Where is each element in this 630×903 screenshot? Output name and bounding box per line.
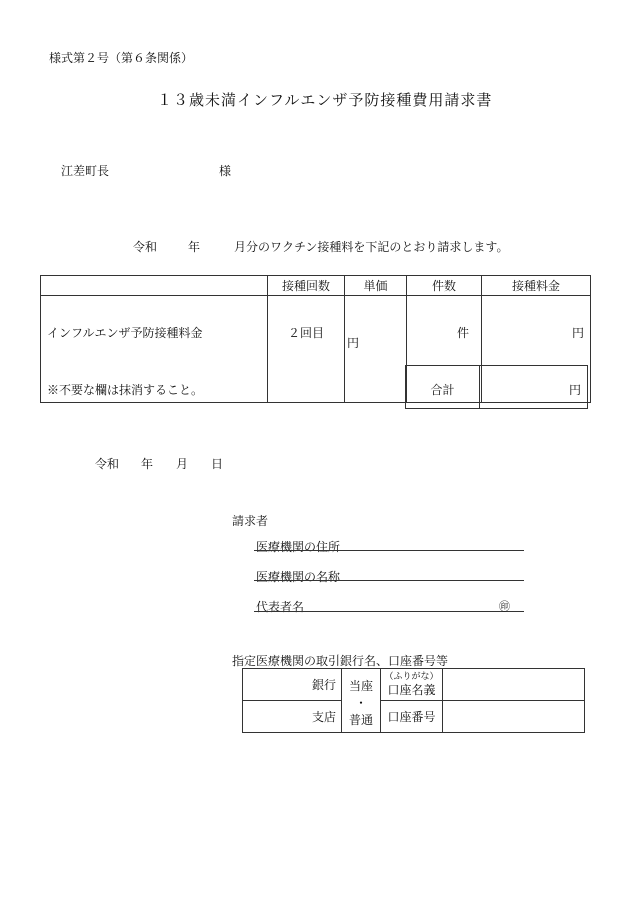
seal-mark: ㊞	[499, 600, 510, 613]
bank-row-1	[243, 669, 585, 701]
request-month-text: 月分のワクチン接種料を下記のとおり請求します。	[234, 240, 509, 254]
holder-label: 口座名義	[387, 683, 436, 697]
bank-heading: 指定医療機関の取引銀行名、口座番号等	[232, 654, 449, 668]
form-number: 様式第２号（第６条関係）	[49, 51, 194, 65]
date-month: 月	[176, 457, 189, 471]
date-year: 年	[141, 457, 154, 471]
addressee-name: 江差町長	[61, 164, 110, 178]
institution-name-field[interactable]	[254, 580, 524, 581]
total-amount-field[interactable]: 円	[480, 366, 588, 409]
total-table	[405, 365, 588, 409]
row-unit-price-field[interactable]: 円	[345, 296, 407, 403]
date-day: 日	[211, 457, 224, 471]
total-row	[406, 366, 588, 409]
header-fee: 接種料金	[482, 276, 591, 296]
row-quantity-field[interactable]: 件	[407, 296, 482, 403]
bank-table	[242, 668, 585, 733]
representative-label: 代表者名	[256, 600, 305, 614]
account-number-field[interactable]	[443, 701, 585, 733]
note-text: ※不要な欄は抹消すること。	[47, 383, 204, 397]
account-number-label: 口座番号	[381, 701, 443, 733]
representative-field[interactable]	[254, 611, 524, 612]
type-dot: ・	[354, 696, 367, 710]
date-era: 令和	[95, 457, 120, 471]
header-quantity: 件数	[407, 276, 482, 296]
row-fee-field[interactable]: 円	[482, 296, 591, 403]
claimant-heading: 請求者	[232, 514, 269, 528]
institution-name-label: 医療機関の名称	[256, 570, 341, 584]
furigana-label: （ふりがな）	[384, 672, 439, 682]
fee-table-header-row	[41, 276, 591, 296]
holder-field[interactable]	[443, 669, 585, 701]
holder-label-cell	[381, 669, 443, 701]
bank-name-field[interactable]	[243, 669, 342, 701]
bank-row-2	[243, 701, 585, 733]
header-unit-price: 単価	[345, 276, 407, 296]
type-current: 当座	[348, 679, 373, 693]
request-year: 年	[188, 240, 201, 254]
request-era: 令和	[133, 240, 158, 254]
address-field[interactable]	[254, 550, 524, 551]
type-ordinary: 普通	[348, 713, 373, 727]
page-title: １３歳未満インフルエンザ予防接種費用請求書	[157, 91, 493, 109]
branch-label: 支店	[311, 710, 336, 724]
header-blank-cell	[41, 276, 268, 296]
address-label: 医療機関の住所	[256, 540, 341, 554]
row-count: ２回目	[268, 296, 345, 403]
bank-label: 銀行	[311, 678, 336, 692]
header-count: 接種回数	[268, 276, 345, 296]
account-type-cell[interactable]	[342, 669, 381, 733]
branch-name-field[interactable]	[243, 701, 342, 733]
addressee-suffix: 様	[219, 164, 232, 178]
row-label: インフルエンザ予防接種料金	[41, 296, 268, 403]
total-label: 合計	[406, 366, 480, 409]
